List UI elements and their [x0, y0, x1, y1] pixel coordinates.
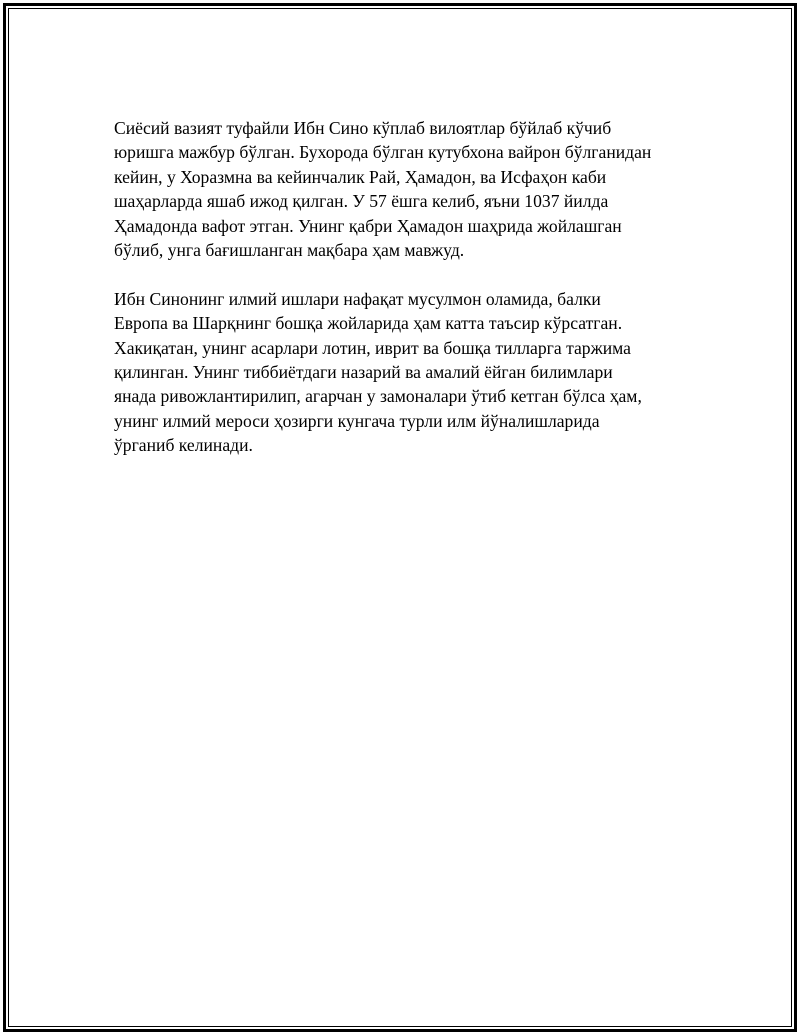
paragraph-1	[114, 116, 704, 262]
paragraph-line: Европа ва Шарқнинг бошқа жойларида ҳам катта таъсир кўрсатган.	[114, 313, 623, 334]
paragraph-line: шаҳарларда яшаб ижод қилган. У 57 ёшга келиб, яъни 1037 йилда	[114, 191, 609, 212]
paragraph-line: юришга мажбур бўлган. Бухорода бўлган кутубхона вайрон бўлганидан	[114, 142, 652, 163]
paragraph-line: Сиёсий вазият туфайли Ибн Сино кўплаб вилоятлар бўйлаб кўчиб	[114, 118, 612, 138]
paragraph-line: янада ривожлантирилип, агарчан у замоналари ўтиб кетган бўлса ҳам,	[114, 386, 642, 407]
paragraph-2	[114, 287, 704, 458]
paragraph-line: бўлиб, унга бағишланган мақбара ҳам мавжуд.	[114, 240, 465, 261]
paragraph-spacer	[114, 262, 704, 286]
paragraph-line: унинг илмий мероси ҳозирги кунгача турли илм йўналишларида	[114, 410, 600, 431]
paragraph-line: ўрганиб келинади.	[114, 435, 253, 456]
paragraph-line: қилинган. Унинг тиббиётдаги назарий ва амалий ёйган билимлари	[114, 362, 613, 383]
paragraph-line: кейин, у Хоразмна ва кейинчалик Рай, Ҳамадон, ва Исфаҳон каби	[114, 166, 607, 187]
paragraph-line: Ҳамадонда вафот этган. Унинг қабри Ҳамадон шаҳрида жойлашган	[114, 215, 622, 236]
paragraph-line: Хакиқатан, унинг асарлари лотин, иврит ва бошқа тилларга таржима	[114, 337, 631, 358]
document-body	[114, 116, 704, 458]
paragraph-line: Ибн Синонинг илмий ишлари нафақат мусулмон оламида, балки	[114, 288, 601, 309]
